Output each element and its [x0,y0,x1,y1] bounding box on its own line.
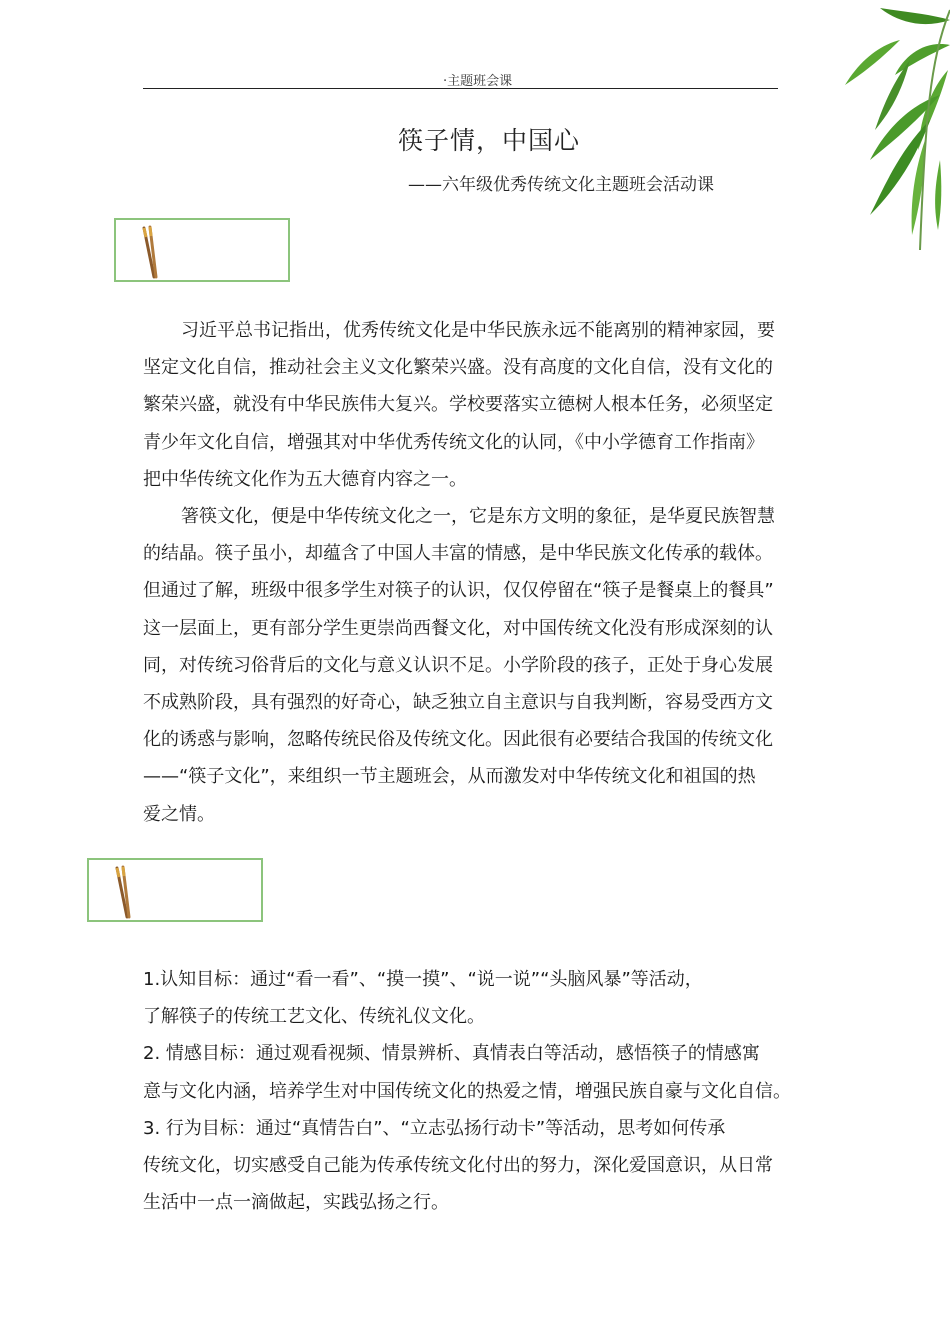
text-line: 这一层面上，更有部分学生更崇尚西餐文化，对中国传统文化没有形成深刻的认 [143,617,773,639]
text-line: 习近平总书记指出，优秀传统文化是中华民族永远不能离别的精神家园，要 [181,320,775,341]
text-line: 爱之情。 [143,803,215,825]
goals-list [143,961,823,1221]
text-line: 同，对传统习俗背后的文化与意义认识不足。小学阶段的孩子，正处于身心发展 [143,654,773,676]
section-box-background [114,218,290,282]
goal-line: 生活中一点一滴做起，实践弘扬之行。 [143,1192,449,1214]
section-box-goals [87,858,263,922]
text-line: 但通过了解，班级中很多学生对筷子的认识，仅仅停留在“筷子是餐桌上的餐具” [143,580,774,602]
chopsticks-icon [111,865,141,920]
text-line: 化的诱惑与影响，忽略传统民俗及传统文化。因此很有必要结合我国的传统文化 [143,729,773,751]
text-line: 的结晶。筷子虽小，却蕴含了中国人丰富的情感，是中华民族文化传承的载体。 [143,543,773,565]
document-title: 筷子情，中国心 [398,126,581,155]
text-line: 繁荣兴盛，就没有中华民族伟大复兴。学校要落实立德树人根本任务，必须坚定 [143,394,773,416]
document-subtitle: ——六年级优秀传统文化主题班会活动课 [408,175,714,195]
goal-line: 传统文化，切实感受自己能为传承传统文化付出的努力，深化爱国意识，从日常 [143,1155,773,1177]
text-line: 不成熟阶段，具有强烈的好奇心，缺乏独立自主意识与自我判断，容易受西方文 [143,692,773,714]
text-line: 坚定文化自信，推动社会主义文化繁荣兴盛。没有高度的文化自信，没有文化的 [143,357,773,379]
page-header-label: ·主题班会课 [443,74,513,89]
header-rule [143,88,778,89]
bamboo-leaves-icon [800,0,950,250]
text-line: ——“筷子文化”，来组织一节主题班会，从而激发对中华传统文化和祖国的热 [143,766,756,788]
goal-line: 了解筷子的传统工艺文化、传统礼仪文化。 [143,1006,485,1028]
goal-line: 意与文化内涵，培养学生对中国传统文化的热爱之情，增强民族自豪与文化自信。 [143,1080,791,1102]
text-line: 箸筷文化，便是中华传统文化之一，它是东方文明的象征，是华夏民族智慧 [181,506,775,528]
text-line: 青少年文化自信，增强其对中华优秀传统文化的认同，《中小学德育工作指南》 [143,431,764,453]
intro-paragraph [143,312,808,833]
text-line: 把中华传统文化作为五大德育内容之一。 [143,468,467,490]
goal-line: 2. 情感目标：通过观看视频、情景辨析、真情表白等活动，感悟筷子的情感寓 [143,1043,760,1065]
chopsticks-icon [138,225,168,280]
goal-line: 1.认知目标：通过“看一看”、“摸一摸”、“说一说”“头脑风暴”等活动， [143,969,703,990]
goal-line: 3. 行为目标：通过“真情告白”、“立志弘扬行动卡”等活动，思考如何传承 [143,1117,726,1139]
